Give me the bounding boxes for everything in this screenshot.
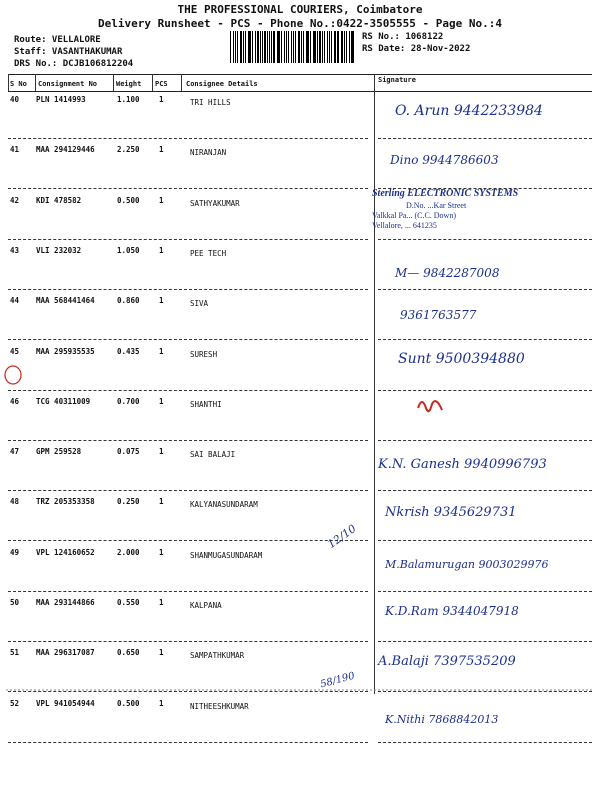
margin-note-49: 12/10	[325, 522, 359, 551]
row-pcs: 1	[159, 95, 164, 104]
row-pcs: 1	[159, 145, 164, 155]
staff-label: Staff: VASANTHAKUMAR	[14, 47, 123, 57]
row-pcs: 1	[159, 245, 164, 255]
row-signature: K.Nithi 7868842013	[385, 712, 499, 726]
row-consignee-name: SATHYAKUMAR	[190, 198, 240, 208]
row-weight: 1.050	[117, 245, 140, 255]
row-weight: 0.860	[117, 296, 140, 306]
row-consignee-name: KALPANA	[190, 601, 222, 610]
row-sno: 46	[10, 396, 20, 406]
row-consignee-name: NIRANJAN	[190, 148, 227, 158]
row-consignee-name: SHANTHI	[190, 399, 222, 409]
red-scribble-mark	[418, 401, 442, 411]
row-signature: Nkrish 9345629731	[385, 505, 517, 521]
row-consignee-name: SURESH	[190, 349, 218, 359]
row-weight: 0.500	[117, 195, 140, 205]
row-signature: M— 9842287008	[395, 265, 500, 280]
stamp-line-4: Vellalore, ... 641235	[372, 221, 437, 230]
row-consignment-no: KDI 478582	[36, 195, 82, 205]
row-consignee-name: PEE TECH	[190, 248, 227, 258]
document-title: THE PROFESSIONAL COURIERS, Coimbatore	[177, 3, 423, 16]
row-weight: 0.435	[117, 346, 140, 356]
row-sno: 40	[10, 95, 20, 104]
row-weight: 0.650	[117, 648, 140, 658]
row-sno: 52	[10, 698, 20, 708]
row-consignment-no: VPL 124160652	[36, 547, 95, 557]
row-weight: 2.250	[117, 145, 140, 155]
row-weight: 0.075	[117, 447, 140, 457]
row-weight: 1.100	[117, 95, 140, 104]
row-pcs: 1	[159, 547, 164, 557]
row-signature: K.N. Ganesh 9940996793	[378, 457, 547, 473]
row-weight: 2.000	[117, 547, 140, 557]
col-header-weight: Weight	[116, 80, 142, 88]
row-pcs: 1	[159, 648, 164, 658]
row-consignee-name: SAMPATHKUMAR	[190, 651, 245, 661]
row-consignment-no: PLN 1414993	[36, 95, 86, 104]
row-consignment-no: TCG 40311009	[36, 396, 91, 406]
stamp-line-2: D.No. ...Kar Street	[406, 201, 467, 210]
row-signature: O. Arun 9442233984	[395, 103, 543, 119]
route-label: Route: VELLALORE	[14, 35, 101, 45]
row-pcs: 1	[159, 598, 164, 607]
row-sno: 44	[10, 296, 20, 306]
row-weight: 0.250	[117, 497, 140, 507]
row-consignment-no: VLI 232032	[36, 245, 82, 255]
stamp-line-3: Valkkal Pa... (C.C. Down)	[372, 211, 456, 220]
row-weight: 0.550	[117, 598, 140, 607]
red-circle-mark	[5, 366, 21, 384]
document-subtitle: Delivery Runsheet - PCS - Phone No.:0422-3505555 - Page No.:4	[98, 17, 502, 30]
row-consignee-name: SAI BALAJI	[190, 450, 236, 460]
row-sno: 47	[10, 447, 20, 457]
margin-note-52: 58/190	[319, 670, 357, 691]
row-consignee-name: NITHEESHKUMAR	[190, 701, 249, 711]
col-header-pcs: PCS	[155, 80, 168, 88]
row-pcs: 1	[159, 296, 164, 306]
col-header-sno: S No	[10, 80, 27, 88]
drs-number: DRS No.: DCJB106812204	[14, 59, 134, 69]
row-pcs: 1	[159, 497, 164, 507]
row-weight: 0.700	[117, 396, 140, 406]
row-consignment-no: MAA 294129446	[36, 145, 95, 155]
row-pcs: 1	[159, 447, 164, 457]
row-sno: 51	[10, 648, 20, 658]
col-header-signature: Signature	[378, 76, 416, 84]
row-consignment-no: GPM 259528	[36, 447, 82, 457]
row-consignment-no: MAA 296317087	[36, 648, 95, 658]
col-header-consignment: Consignment No	[38, 80, 98, 88]
row-sno: 50	[10, 598, 20, 607]
row-pcs: 1	[159, 346, 164, 356]
rs-number: RS No.: 1068122	[362, 32, 444, 42]
row-sno: 49	[10, 547, 20, 557]
row-signature: 9361763577	[400, 308, 477, 323]
row-consignee-name: SHANMUGASUNDARAM	[190, 550, 263, 560]
row-consignment-no: MAA 295935535	[36, 346, 95, 356]
row-sno: 48	[10, 497, 20, 507]
row-consignment-no: MAA 293144866	[36, 598, 95, 607]
col-header-consignee: Consignee Details	[186, 80, 258, 88]
row-sno: 43	[10, 245, 20, 255]
row-signature: Dino 9944786603	[390, 153, 499, 168]
stamp-line-1: Sterling ELECTRONIC SYSTEMS	[372, 188, 519, 199]
rs-date: RS Date: 28-Nov-2022	[362, 44, 471, 54]
row-pcs: 1	[159, 698, 164, 708]
row-signature: Sunt 9500394880	[398, 350, 525, 367]
row-consignee-name: SIVA	[190, 299, 209, 309]
row-consignee-name: TRI HILLS	[190, 98, 231, 107]
row-signature: A.Balaji 7397535209	[378, 654, 516, 670]
row-consignment-no: VPL 941054944	[36, 698, 95, 708]
row-sno: 42	[10, 195, 20, 205]
row-consignee-name: KALYANASUNDARAM	[190, 500, 258, 510]
row-consignment-no: TRZ 205353358	[36, 497, 95, 507]
row-signature: M.Balamurugan 9003029976	[385, 557, 549, 571]
row-sno: 41	[10, 145, 20, 155]
row-weight: 0.500	[117, 698, 140, 708]
row-consignment-no: MAA 568441464	[36, 296, 95, 306]
row-signature: K.D.Ram 9344047918	[385, 604, 519, 618]
row-pcs: 1	[159, 396, 164, 406]
row-sno: 45	[10, 346, 20, 356]
row-pcs: 1	[159, 195, 164, 205]
